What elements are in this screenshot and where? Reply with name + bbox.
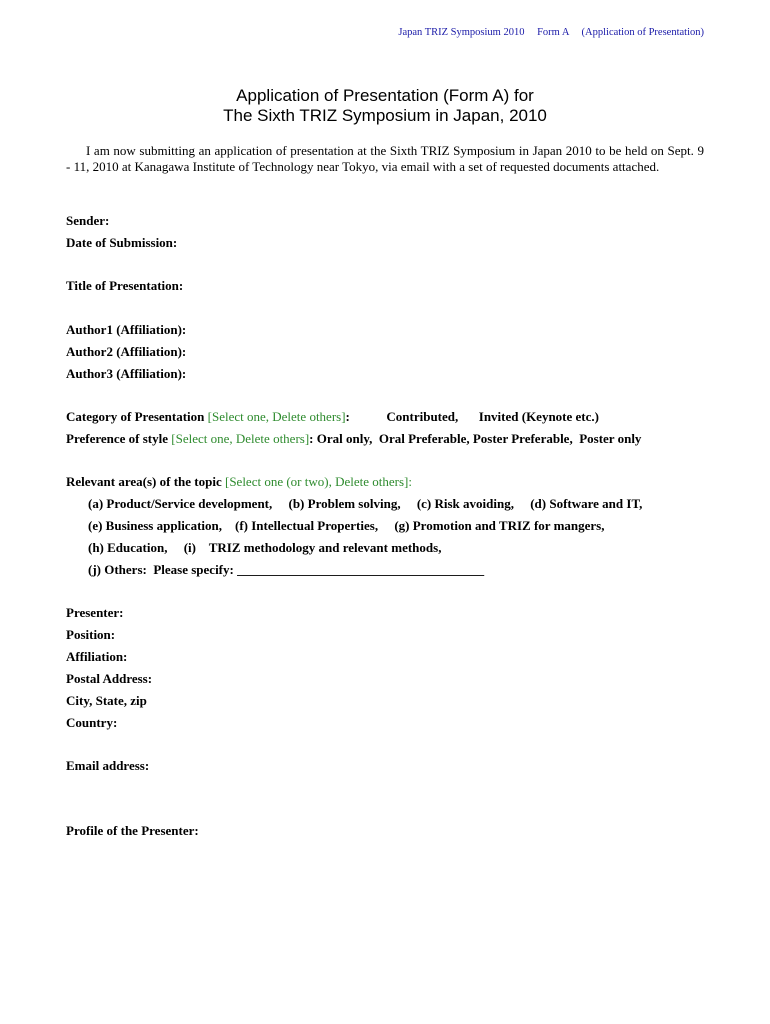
country-label: Country: xyxy=(66,715,118,730)
page-header xyxy=(398,27,704,38)
email-address-label: Email address: xyxy=(66,758,150,773)
affiliation-label: Affiliation: xyxy=(66,649,128,664)
style-label: Preference of style xyxy=(66,431,169,446)
position-label: Position: xyxy=(66,627,116,642)
category-row xyxy=(66,409,599,425)
author3-label: Author3 (Affiliation): xyxy=(66,366,187,381)
title-line-1: Application of Presentation (Form A) for xyxy=(236,86,534,105)
style-row xyxy=(66,431,641,447)
relevant-options-line-3: (h) Education, (i) TRIZ methodology and relevant methods, xyxy=(88,540,442,555)
document-title xyxy=(0,86,770,126)
relevant-row xyxy=(66,474,412,490)
date-label: Date of Submission: xyxy=(66,235,178,250)
relevant-options-line-4: (j) Others: Please specify: ______________________________________ xyxy=(88,562,485,577)
relevant-label: Relevant area(s) of the topic xyxy=(66,474,222,489)
header-form-desc: (Application of Presentation) xyxy=(581,27,704,38)
header-form: Form A xyxy=(537,27,569,38)
sender-label: Sender: xyxy=(66,213,110,228)
postal-address-label: Postal Address: xyxy=(66,671,153,686)
category-colon: : xyxy=(345,409,350,424)
category-option-invited: Invited (Keynote etc.) xyxy=(478,409,599,424)
title-line-2: The Sixth TRIZ Symposium in Japan, 2010 xyxy=(223,106,547,125)
category-option-contributed: Contributed, xyxy=(386,409,459,424)
relevant-options-line-1: (a) Product/Service development, (b) Problem solving, (c) Risk avoiding, (d) Software and IT, xyxy=(88,496,643,511)
city-state-zip-label: City, State, zip xyxy=(66,693,147,708)
relevant-options-line-2: (e) Business application, (f) Intellectual Properties, (g) Promotion and TRIZ for mangers, xyxy=(88,518,605,533)
intro-paragraph: I am now submitting an application of presentation at the Sixth TRIZ Symposium in Japan 2010 to be held on Sept. 9 - 11, 2010 at Kanagawa Institute of Technology near Tokyo, via email with a set of requested documents attached. xyxy=(66,143,704,174)
relevant-instruction: [Select one (or two), Delete others]: xyxy=(224,474,412,489)
presenter-label: Presenter: xyxy=(66,605,124,620)
category-label: Category of Presentation xyxy=(66,409,205,424)
author2-label: Author2 (Affiliation): xyxy=(66,344,187,359)
style-instruction: [Select one, Delete others] xyxy=(171,431,310,446)
author1-label: Author1 (Affiliation): xyxy=(66,322,187,337)
style-options: : Oral only, Oral Preferable, Poster Preferable, Poster only xyxy=(309,431,642,446)
presenter-profile-label: Profile of the Presenter: xyxy=(66,823,199,838)
header-symposium: Japan TRIZ Symposium 2010 xyxy=(398,27,525,38)
category-instruction: [Select one, Delete others] xyxy=(207,409,346,424)
presentation-title-label: Title of Presentation: xyxy=(66,278,184,293)
